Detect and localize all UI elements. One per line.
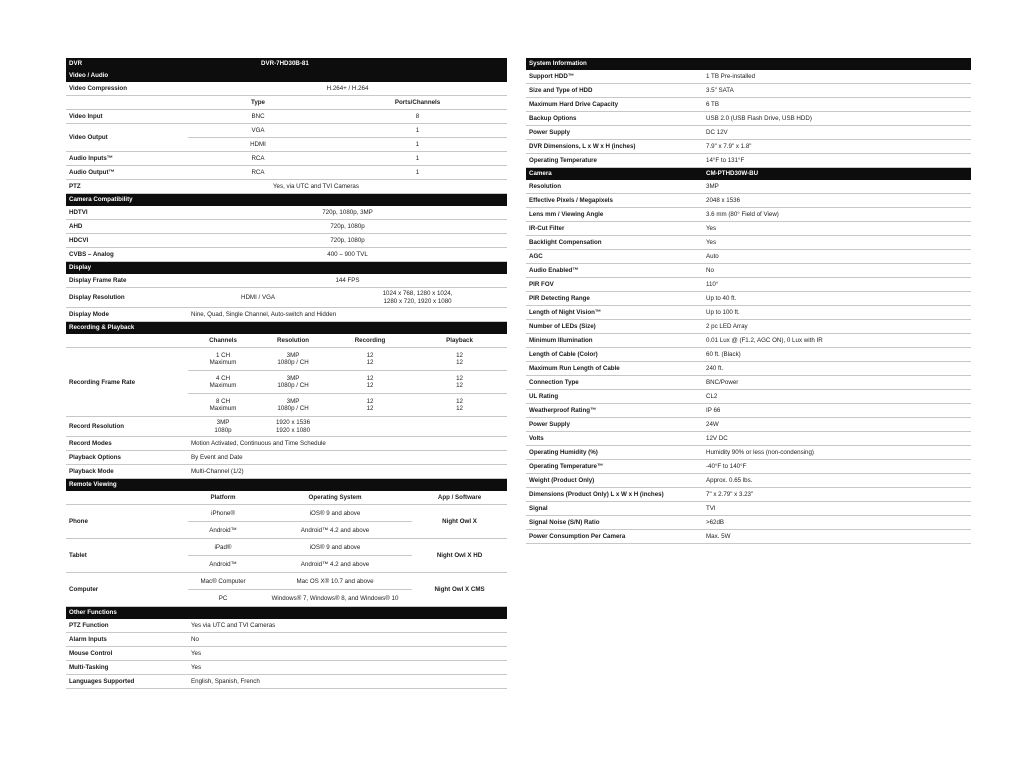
camera-label: Camera (526, 168, 703, 180)
spec-row (526, 432, 971, 446)
spec-row (526, 154, 971, 168)
spec-row (526, 250, 971, 264)
spec-row (526, 306, 971, 320)
dvr-spec-table (66, 58, 507, 689)
spec-row: Video Input BNC 8 (66, 110, 507, 124)
spec-row (526, 530, 971, 544)
camera-model: CM-PTHD30W-BU (703, 168, 971, 180)
spec-row (526, 84, 971, 98)
col-header-ports: Ports/Channels (328, 96, 507, 110)
spec-row: Video Output VGA 1 (66, 124, 507, 138)
section-other-functions: Other Functions (66, 607, 507, 619)
spec-row (526, 334, 971, 348)
spec-row: Multi-Tasking Yes (66, 661, 507, 675)
remote-column-headers: Platform Operating System App / Software (66, 491, 507, 505)
recording-column-headers: Channels Resolution Recording Playback (66, 334, 507, 348)
dvr-spec-column (66, 58, 507, 689)
spec-row: Record Resolution 3MP 1080p 1920 x 1536 1920 x 1080 (66, 417, 507, 437)
system-camera-table (526, 58, 971, 544)
spec-row (526, 418, 971, 432)
spec-row (526, 404, 971, 418)
spec-value: Up to 100 ft. (703, 306, 971, 320)
spec-row: Mouse Control Yes (66, 647, 507, 661)
remote-row: Android™ Android™ 4.2 and above (66, 556, 507, 573)
spec-row: Languages Supported English, Spanish, French (66, 675, 507, 689)
spec-label: Minimum Illumination (526, 334, 703, 348)
spec-row (526, 208, 971, 222)
spec-row (526, 320, 971, 334)
remote-row: Phone iPhone® iOS® 9 and above Night Owl X (66, 505, 507, 522)
spec-row (526, 460, 971, 474)
spec-value: 12V DC (703, 432, 971, 446)
display-resolution-line-1: 1024 x 768, 1280 x 1024, (382, 290, 453, 298)
spec-row: Playback Mode Multi-Channel (1/2) (66, 465, 507, 479)
spec-label: PIR Detecting Range (526, 292, 703, 306)
spec-value: 60 ft. (Black) (703, 348, 971, 362)
recording-group-row: 4 CH Maximum 3MP 1080p / CH 12 12 12 12 (66, 371, 507, 394)
dvr-model: DVR-7HD30B-81 (258, 58, 507, 70)
spec-row (526, 180, 971, 194)
spec-row (526, 140, 971, 154)
spec-row: Display Resolution HDMI / VGA 1024 x 768, 1280 x 1024, 1280 x 720, 1920 x 1080 (66, 288, 507, 308)
spec-value: 1 TB Pre-installed (703, 70, 971, 84)
spec-value: 2048 x 1536 (703, 194, 971, 208)
spec-row: Audio Output™ RCA 1 (66, 166, 507, 180)
remote-row: Android™ Android™ 4.2 and above (66, 522, 507, 539)
spec-row (526, 222, 971, 236)
spec-value: 6 TB (703, 98, 971, 112)
spec-value: CL2 (703, 390, 971, 404)
spec-label: Resolution (526, 180, 703, 194)
section-display: Display (66, 262, 507, 274)
spec-label: Dimensions (Product Only) L x W x H (inches) (526, 488, 703, 502)
spec-row: CVBS – Analog 400 – 900 TVL (66, 248, 507, 262)
remote-row: Tablet iPad® iOS® 9 and above Night Owl X HD (66, 539, 507, 556)
spec-label: IR-Cut Filter (526, 222, 703, 236)
spec-label: Maximum Hard Drive Capacity (526, 98, 703, 112)
spec-value: No (703, 264, 971, 278)
spec-row: Display Frame Rate 144 FPS (66, 274, 507, 288)
spec-label: UL Rating (526, 390, 703, 404)
spec-value: IP 66 (703, 404, 971, 418)
recording-group-row: 8 CH Maximum 3MP 1080p / CH 12 12 12 12 (66, 394, 507, 417)
spec-row (526, 194, 971, 208)
spec-row (526, 70, 971, 84)
spec-label: Operating Temperature™ (526, 460, 703, 474)
spec-row: HDMI 1 (66, 138, 507, 152)
app-name: Night Owl X (412, 505, 507, 539)
spec-label: Signal Noise (S/N) Ratio (526, 516, 703, 530)
spec-row: Audio Inputs™ RCA 1 (66, 152, 507, 166)
spec-value: 2 pc LED Array (703, 320, 971, 334)
spec-row: AHD 720p, 1080p (66, 220, 507, 234)
spec-row (526, 474, 971, 488)
spec-value: Approx. 0.65 lbs. (703, 474, 971, 488)
system-rows (526, 70, 971, 168)
spec-label: Power Supply (526, 126, 703, 140)
spec-row (526, 376, 971, 390)
system-camera-column (526, 58, 971, 544)
video-audio-column-headers (66, 96, 507, 110)
section-remote-viewing: Remote Viewing (66, 479, 507, 491)
spec-row (526, 488, 971, 502)
spec-value: 240 ft. (703, 362, 971, 376)
spec-label: Backup Options (526, 112, 703, 126)
spec-label: Signal (526, 502, 703, 516)
spec-label: Connection Type (526, 376, 703, 390)
spec-label: Length of Cable (Color) (526, 348, 703, 362)
spec-label: Volts (526, 432, 703, 446)
spec-row (526, 264, 971, 278)
dvr-label: DVR (66, 58, 258, 70)
spec-label: Maximum Run Length of Cable (526, 362, 703, 376)
spec-value: H.264+ / H.264 (188, 82, 507, 96)
spec-value: >62dB (703, 516, 971, 530)
section-camera-compatibility: Camera Compatibility (66, 194, 507, 206)
spec-row: HDCVI 720p, 1080p (66, 234, 507, 248)
spec-value: USB 2.0 (USB Flash Drive, USB HDD) (703, 112, 971, 126)
spec-label: PIR FOV (526, 278, 703, 292)
spec-label: Weatherproof Rating™ (526, 404, 703, 418)
spec-row (526, 292, 971, 306)
spec-row (526, 390, 971, 404)
spec-value: 7" x 2.79" x 3.23" (703, 488, 971, 502)
spec-row (526, 348, 971, 362)
section-video-audio: Video / Audio (66, 70, 507, 82)
spec-row (526, 516, 971, 530)
remote-row: Computer Mac® Computer Mac OS X® 10.7 and above Night Owl X CMS (66, 573, 507, 590)
spec-label: Video Compression (66, 82, 188, 96)
camera-header-bar (526, 168, 971, 180)
spec-label: Power Supply (526, 418, 703, 432)
spec-row: Record Modes Motion Activated, Continuous and Time Schedule (66, 437, 507, 451)
app-name: Night Owl X CMS (412, 573, 507, 607)
spec-row (526, 98, 971, 112)
spec-label: Length of Night Vision™ (526, 306, 703, 320)
spec-value: Auto (703, 250, 971, 264)
spec-row (526, 126, 971, 140)
spec-value: Yes (703, 236, 971, 250)
spec-value: 3.6 mm (80° Field of View) (703, 208, 971, 222)
spec-value: Max. 5W (703, 530, 971, 544)
spec-label: Operating Temperature (526, 154, 703, 168)
spec-label: Backlight Compensation (526, 236, 703, 250)
remote-row: PC Windows® 7, Windows® 8, and Windows® 10 (66, 590, 507, 607)
app-name: Night Owl X HD (412, 539, 507, 573)
spec-value: Humidity 90% or less (non-condensing) (703, 446, 971, 460)
spec-value: -40°F to 140°F (703, 460, 971, 474)
spec-row: Display Mode Nine, Quad, Single Channel, Auto-switch and Hidden (66, 308, 507, 322)
section-system-information: System Information (526, 58, 971, 70)
spec-value: BNC/Power (703, 376, 971, 390)
spec-value: Yes (703, 222, 971, 236)
spec-row: PTZ Yes, via UTC and TVI Cameras (66, 180, 507, 194)
spec-label: Number of LEDs (Size) (526, 320, 703, 334)
spec-row (526, 278, 971, 292)
spec-value: DC 12V (703, 126, 971, 140)
spec-row (526, 362, 971, 376)
spec-row: HDTVI 720p, 1080p, 3MP (66, 206, 507, 220)
spec-value: Up to 40 ft. (703, 292, 971, 306)
spec-row (526, 446, 971, 460)
spec-label: AGC (526, 250, 703, 264)
spec-value: 3MP (703, 180, 971, 194)
spec-label: DVR Dimensions, L x W x H (inches) (526, 140, 703, 154)
spec-value: 7.9" x 7.9" x 1.8" (703, 140, 971, 154)
section-recording-playback: Recording & Playback (66, 322, 507, 334)
spec-label: Lens mm / Viewing Angle (526, 208, 703, 222)
spec-label: Weight (Product Only) (526, 474, 703, 488)
spec-label: Operating Humidity (%) (526, 446, 703, 460)
spec-label: Audio Enabled™ (526, 264, 703, 278)
spec-label: Effective Pixels / Megapixels (526, 194, 703, 208)
camera-rows (526, 180, 971, 544)
col-header-type: Type (188, 96, 328, 110)
spec-value: 3.5" SATA (703, 84, 971, 98)
spec-row (526, 236, 971, 250)
spec-row: PTZ Function Yes via UTC and TVI Cameras (66, 619, 507, 633)
recording-group-row: Recording Frame Rate 1 CH Maximum 3MP 1080p / CH 12 12 12 12 (66, 348, 507, 371)
spec-row (526, 112, 971, 126)
spec-row: Playback Options By Event and Date (66, 451, 507, 465)
spec-label: Size and Type of HDD (526, 84, 703, 98)
spec-label: Support HDD™ (526, 70, 703, 84)
spec-value: TVI (703, 502, 971, 516)
spec-row (66, 82, 507, 96)
spec-label: Power Consumption Per Camera (526, 530, 703, 544)
spec-value: 24W (703, 418, 971, 432)
spec-row: Alarm Inputs No (66, 633, 507, 647)
spec-value: 14°F to 131°F (703, 154, 971, 168)
display-resolution-line-2: 1280 x 720, 1920 x 1080 (383, 297, 452, 305)
spec-value: 0.01 Lux @ (F1.2, AGC ON), 0 Lux with IR (703, 334, 971, 348)
spec-row (526, 502, 971, 516)
dvr-header-bar (66, 58, 507, 70)
spec-value: 110° (703, 278, 971, 292)
